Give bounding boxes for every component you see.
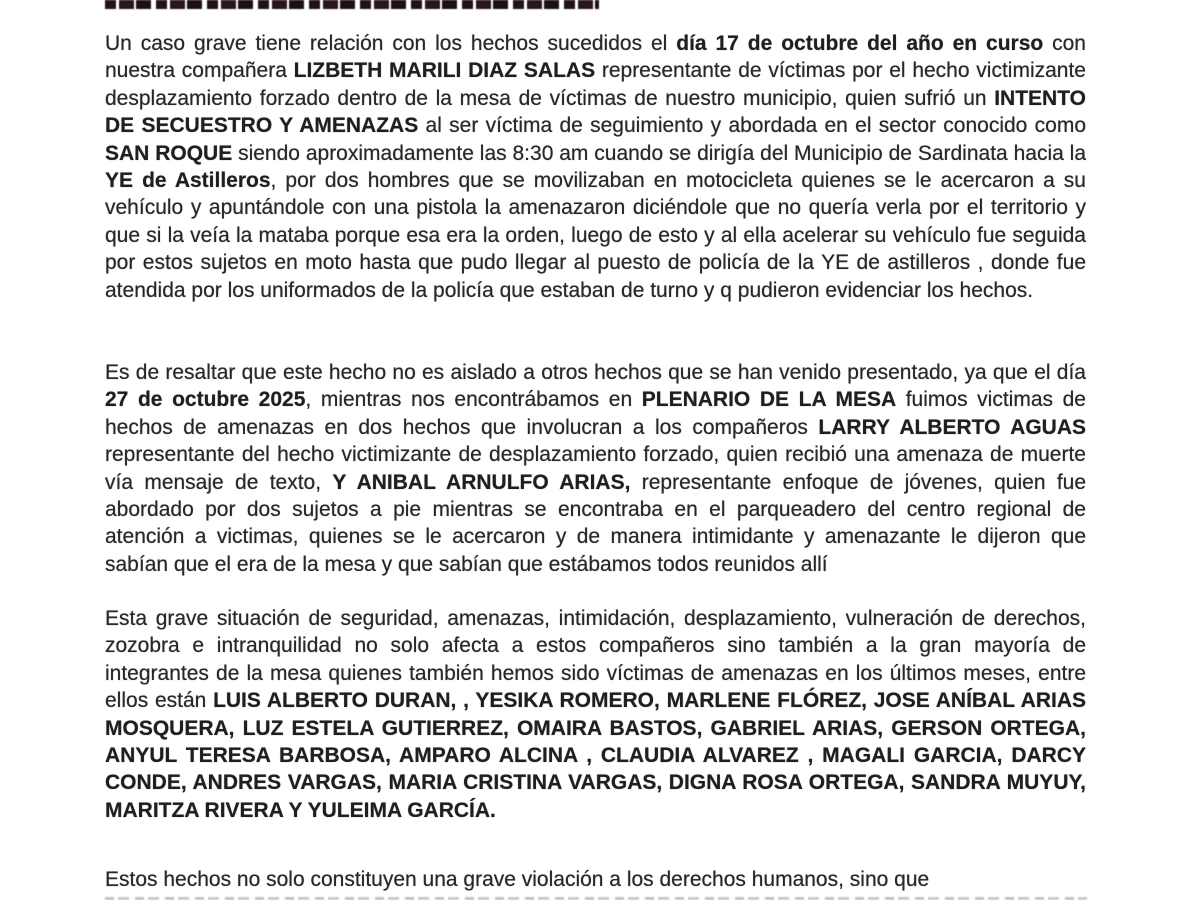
text-run: Estos hechos no solo constituyen una grave violación a los derechos humanos, sino que xyxy=(105,868,930,891)
bold-text-run: YE de Astilleros xyxy=(105,169,271,193)
bold-text-run: 27 de octubre 2025 xyxy=(105,388,306,412)
bold-text-run: SAN ROQUE xyxy=(105,141,233,165)
text-run: representante del hecho victimizante de desplazamiento forzado, quien recibió una amenaza de muerte vía mensaje de texto, xyxy=(105,443,1086,494)
bold-text-run: INTENTO DE SECUESTRO Y AMENAZAS xyxy=(105,86,1086,138)
document-body xyxy=(105,30,1086,900)
bold-text-run: LIZBETH MARILI DIAZ SALAS xyxy=(293,59,596,83)
text-run: , por dos hombres que se movilizaban en motocicleta quienes se le acercaron a su vehículo y apuntándole con una pistola la amenazaron diciéndole que no quería verla por el territorio y que si la veía la mataba porque esa era la orden, luego de esto y al ella acelerar su vehículo fue seguida por estos sujetos en moto hasta que pudo llegar al puesto de policía de la YE de astilleros , donde fue atendida por los uniformados de la policía que estaban de turno y q pudieron evidenciar los hechos. xyxy=(105,169,1086,302)
bold-text-run: día 17 de octubre del año en curso xyxy=(676,32,1044,55)
text-run: representante de víctimas por el hecho victimizante desplazamiento forzado dentro de la mesa de víctimas de nuestro municipio, quien sufrió un xyxy=(105,59,1086,110)
paragraph-situation-threats xyxy=(105,605,1086,824)
text-run: siendo aproximadamente las 8:30 am cuando se dirigía del Municipio de Sardinata hacia la xyxy=(232,141,1086,165)
text-run: fuimos victimas de hechos de amenazas en dos hechos que involucran a los compañeros xyxy=(105,388,1086,439)
text-run: Es de resaltar que este hecho no es aislado a otros hechos que se han venido presentado, ya que el día xyxy=(105,361,1086,384)
text-run: con nuestra compañera xyxy=(105,32,1086,83)
text-run: , mientras nos encontrábamos en xyxy=(305,388,642,412)
text-run: representante enfoque de jóvenes, quien fue abordado por dos sujetos a pie mientras se encontraba en el parqueadero del centro regional de atención a victimas, quienes se le acercaron y de manera intimidante y amenazante le dijeron que sabían que el era de la mesa y que sabían que estábamos todos reunidos allí xyxy=(105,470,1087,576)
paragraph-incident-lizbeth xyxy=(105,30,1086,304)
bold-text-run: Y ANIBAL ARNULFO ARIAS, xyxy=(332,470,631,494)
text-run: Un caso grave tiene relación con los hechos sucedidos el xyxy=(105,32,677,55)
bold-text-run: LARRY ALBERTO AGUAS xyxy=(818,415,1087,439)
bold-text-run: LUIS ALBERTO DURAN, , YESIKA ROMERO, MARLENE FLÓREZ, JOSE ANÍBAL ARIAS MOSQUERA, LUZ ESTELA GUTIERREZ, OMAIRA BASTOS, GABRIEL ARIAS, GERSON ORTEGA, ANYUL TERESA BARBOSA, AMPARO ALCINA , CLAUDIA ALVAREZ , MAGALI GARCIA, DARCY CONDE, ANDRES VARGAS, MARIA CRISTINA VARGAS, DIGNA ROSA ORTEGA, SANDRA MUYUY, MARITZA RIVERA Y YULEIMA GARCÍA. xyxy=(105,689,1086,822)
paragraph-closing xyxy=(105,866,1086,893)
bold-text-run: PLENARIO DE LA MESA xyxy=(641,388,897,412)
clipped-text-strip-top xyxy=(105,0,599,9)
paragraph-incident-plenario xyxy=(105,359,1086,578)
text-run: al ser víctima de seguimiento y abordada en el sector conocido como xyxy=(418,114,1087,138)
text-run: Esta grave situación de seguridad, amenazas, intimidación, desplazamiento, vulneración de derechos, zozobra e intranquilidad no solo afecta a estos compañeros sino también a la gran mayoría de integrantes de la mesa quienes también hemos sido víctimas de amenazas en los últimos meses, entre ellos están xyxy=(105,607,1086,713)
